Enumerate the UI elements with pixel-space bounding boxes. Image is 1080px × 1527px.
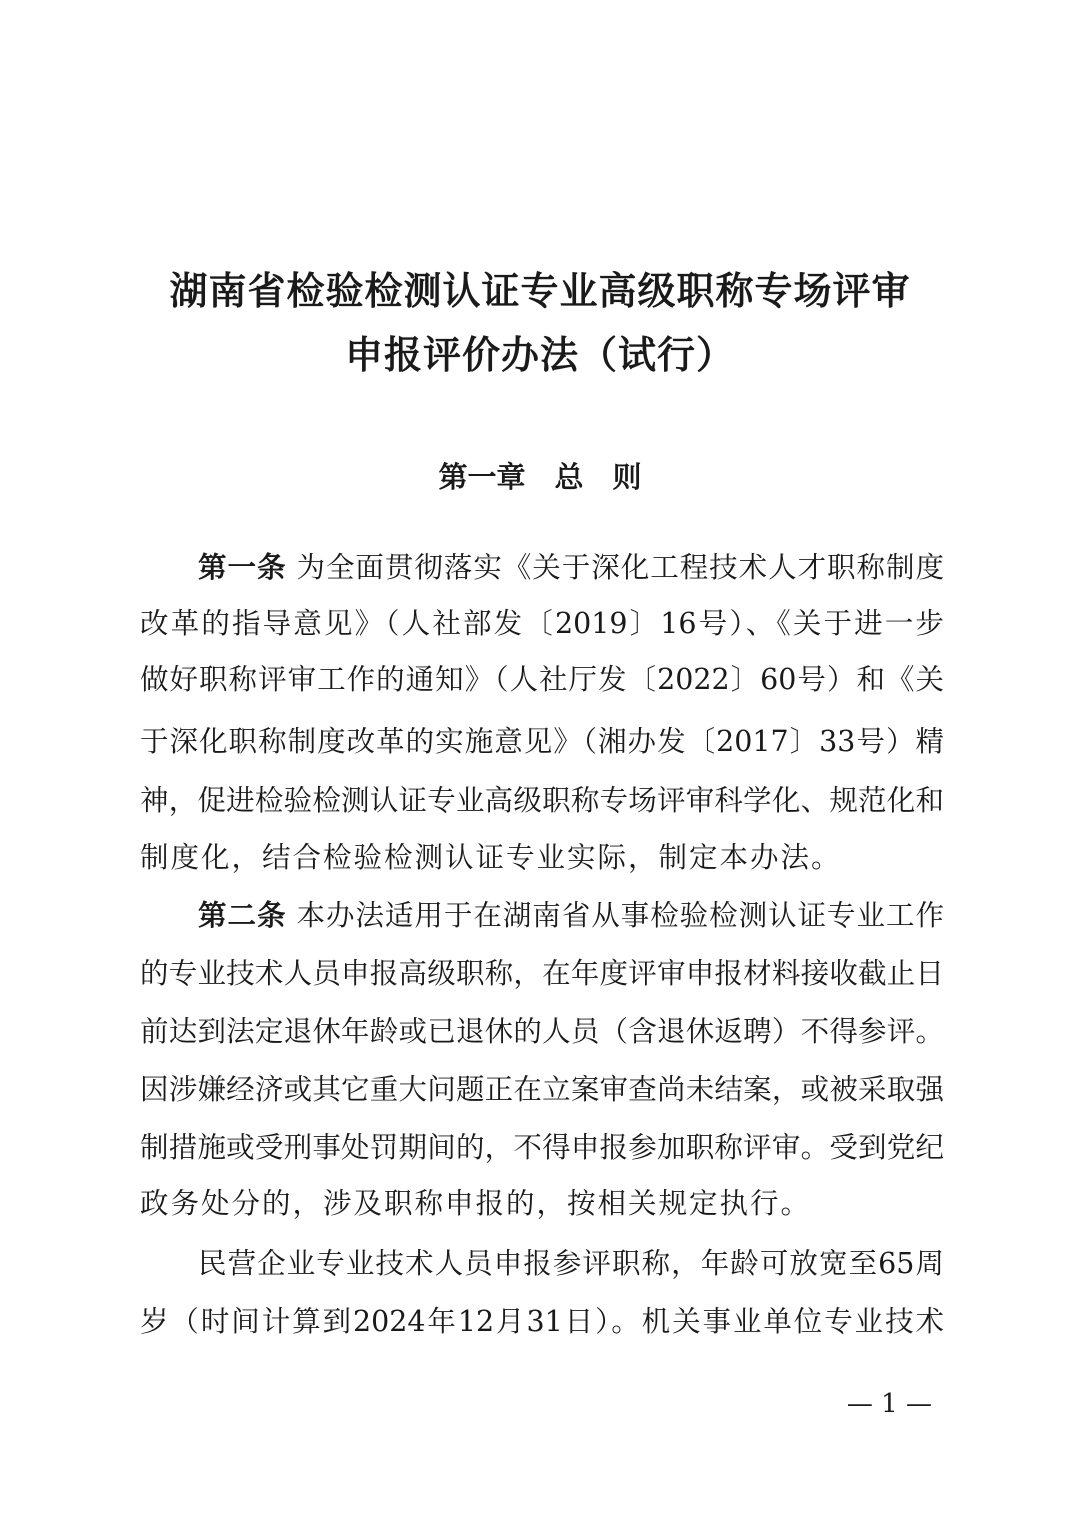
article-2-line-2: 的专业技术人员申报高级职称，在年度评审申报材料接收截止日 xyxy=(140,957,944,990)
document-title-line-2: 申报评价办法（试行） xyxy=(344,333,735,377)
article-1-label: 第一条 xyxy=(198,551,287,584)
article-1-line-4: 于深化职称制度改革的实施意见》（湘办发〔2017〕33号）精 xyxy=(140,725,944,758)
article-1-line-6: 制度化，结合检验检测认证专业实际，制定本办法。 xyxy=(140,841,842,874)
paragraph-3-line-2: 岁（时间计算到2024年12月31日）。机关事业单位专业技术 xyxy=(140,1305,944,1338)
paragraph-3-line-1: 民营企业专业技术人员申报参评职称，年龄可放宽至65周 xyxy=(198,1247,944,1280)
article-2-line-6: 政务处分的，涉及职称申报的，按相关规定执行。 xyxy=(140,1187,812,1220)
article-2-label: 第二条 xyxy=(198,899,287,932)
article-2-line-3: 前达到法定退休年龄或已退休的人员（含退休返聘）不得参评。 xyxy=(140,1015,944,1048)
article-1-line-1 xyxy=(198,540,944,596)
page-number: — 1 — xyxy=(846,1389,932,1419)
article-2-text: 本办法适用于在湖南省从事检验检测认证专业工作 xyxy=(296,899,944,932)
chapter-heading: 第一章 总 则 xyxy=(438,460,642,494)
article-2-line-1 xyxy=(198,888,944,944)
article-1-line-3: 做好职称评审工作的通知》（人社厅发〔2022〕60号）和《关 xyxy=(140,663,944,696)
article-2-line-4: 因涉嫌经济或其它重大问题正在立案审查尚未结案，或被采取强 xyxy=(140,1073,944,1106)
document-title-line-1: 湖南省检验检测认证专业高级职称专场评审 xyxy=(169,269,911,313)
article-1-text: 为全面贯彻落实《关于深化工程技术人才职称制度 xyxy=(296,551,944,584)
article-1-line-2: 改革的指导意见》（人社部发〔2019〕16号）、《关于进一步 xyxy=(140,607,944,640)
article-1-line-5: 神，促进检验检测认证专业高级职称专场评审科学化、规范化和 xyxy=(140,784,944,817)
article-2-line-5: 制措施或受刑事处罚期间的，不得申报参加职称评审。受到党纪 xyxy=(140,1131,944,1164)
